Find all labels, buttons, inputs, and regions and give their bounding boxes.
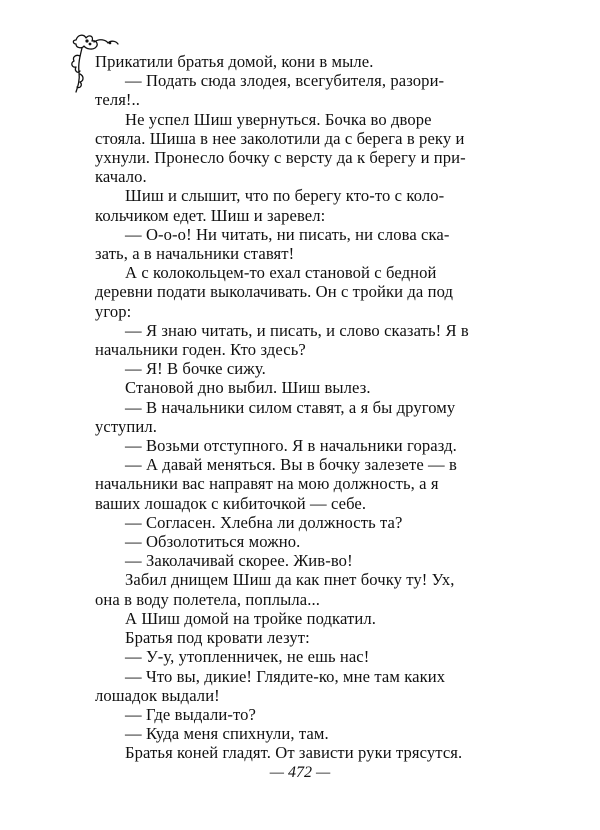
text-line: теля!..: [95, 90, 141, 110]
paragraph: [95, 743, 533, 762]
text-line: Братья коней гладят. От зависти руки трясутся.: [125, 743, 463, 763]
text-line: Братья под кровати лезут:: [125, 628, 310, 648]
paragraph: [95, 359, 533, 378]
paragraph: [95, 186, 533, 224]
paragraph: [95, 705, 533, 724]
paragraph: [95, 436, 533, 455]
text-line: начальники вас направят на мою должность, а я: [95, 474, 439, 494]
text-line: Становой дно выбил. Шиш вылез.: [125, 378, 371, 398]
text-line: Прикатили братья домой, кони в мыле.: [95, 52, 374, 71]
paragraph: [95, 647, 533, 666]
text-line: — В начальники силом ставят, а я бы другому: [125, 397, 456, 417]
text-line: начальники годен. Кто здесь?: [95, 340, 306, 360]
paragraph: [95, 513, 533, 532]
text-line: — Подать сюда злодея, всегубителя, разори-: [125, 71, 445, 91]
paragraph: [95, 667, 533, 705]
text-line: уступил.: [95, 416, 157, 436]
text-line: Шиш и слышит, что по берегу кто-то с коло-: [125, 186, 445, 206]
text-line: Забил днищем Шиш да как пнет бочку ту! Ух,: [125, 570, 455, 590]
paragraph: [95, 225, 533, 263]
paragraph: [95, 609, 533, 628]
first-paragraph: [95, 52, 533, 71]
paragraph: [95, 378, 533, 397]
text-line: А Шиш домой на тройке подкатил.: [125, 608, 376, 628]
text-line: — Что вы, дикие! Глядите-ко, мне там каких: [125, 666, 446, 686]
paragraph: [95, 551, 533, 570]
paragraph: [95, 71, 533, 109]
story-text: [95, 52, 533, 763]
text-line: — Заколачивай скорее. Жив-во!: [125, 551, 353, 571]
text-line: — О-о-о! Ни читать, ни писать, ни слова ска-: [125, 224, 450, 244]
paragraph: [95, 570, 533, 608]
text-line: угор:: [95, 301, 132, 321]
text-line: — У-у, утопленничек, не ешь нас!: [125, 647, 370, 667]
paragraph: [95, 110, 533, 187]
text-line: ухнули. Пронесло бочку с версту да к берегу и при-: [95, 148, 466, 168]
text-line: стояла. Шиша в нее заколотили да с берега в реку и: [95, 128, 465, 148]
text-line: — Куда меня спихнули, там.: [125, 724, 329, 744]
text-line: — Обзолотиться можно.: [125, 532, 301, 552]
text-line: — Согласен. Хлебна ли должность та?: [125, 512, 403, 532]
text-line: качало.: [95, 167, 147, 187]
paragraph: [95, 724, 533, 743]
text-line: — Я! В бочке сижу.: [125, 359, 266, 379]
paragraph: [95, 263, 533, 321]
paragraph: [95, 628, 533, 647]
text-line: Не успел Шиш увернуться. Бочка во дворе: [125, 109, 432, 129]
paragraph: [95, 532, 533, 551]
text-line: — Возьми отступного. Я в начальники горазд.: [125, 436, 457, 456]
text-line: она в воду полетела, поплыла...: [95, 589, 320, 609]
text-line: — А давай меняться. Вы в бочку залезете — в: [125, 455, 457, 475]
text-line: лошадок выдали!: [95, 685, 220, 705]
paragraph: [95, 398, 533, 436]
text-line: — Я знаю читать, и писать, и слово сказать! Я в: [125, 320, 469, 340]
text-line: А с колокольцем-то ехал становой с бедной: [125, 263, 437, 283]
text-line: зать, а в начальники ставят!: [95, 244, 295, 264]
paragraph: [95, 455, 533, 513]
text-line: ваших лошадок с кибиточкой — себе.: [95, 493, 367, 513]
text-line: деревни подати выколачивать. Он с тройки да под: [95, 282, 454, 302]
page-number: — 472 —: [269, 764, 331, 781]
text-line: кольчиком едет. Шиш и заревел:: [95, 205, 326, 225]
text-line: — Где выдали-то?: [125, 704, 256, 724]
paragraph: [95, 321, 533, 359]
